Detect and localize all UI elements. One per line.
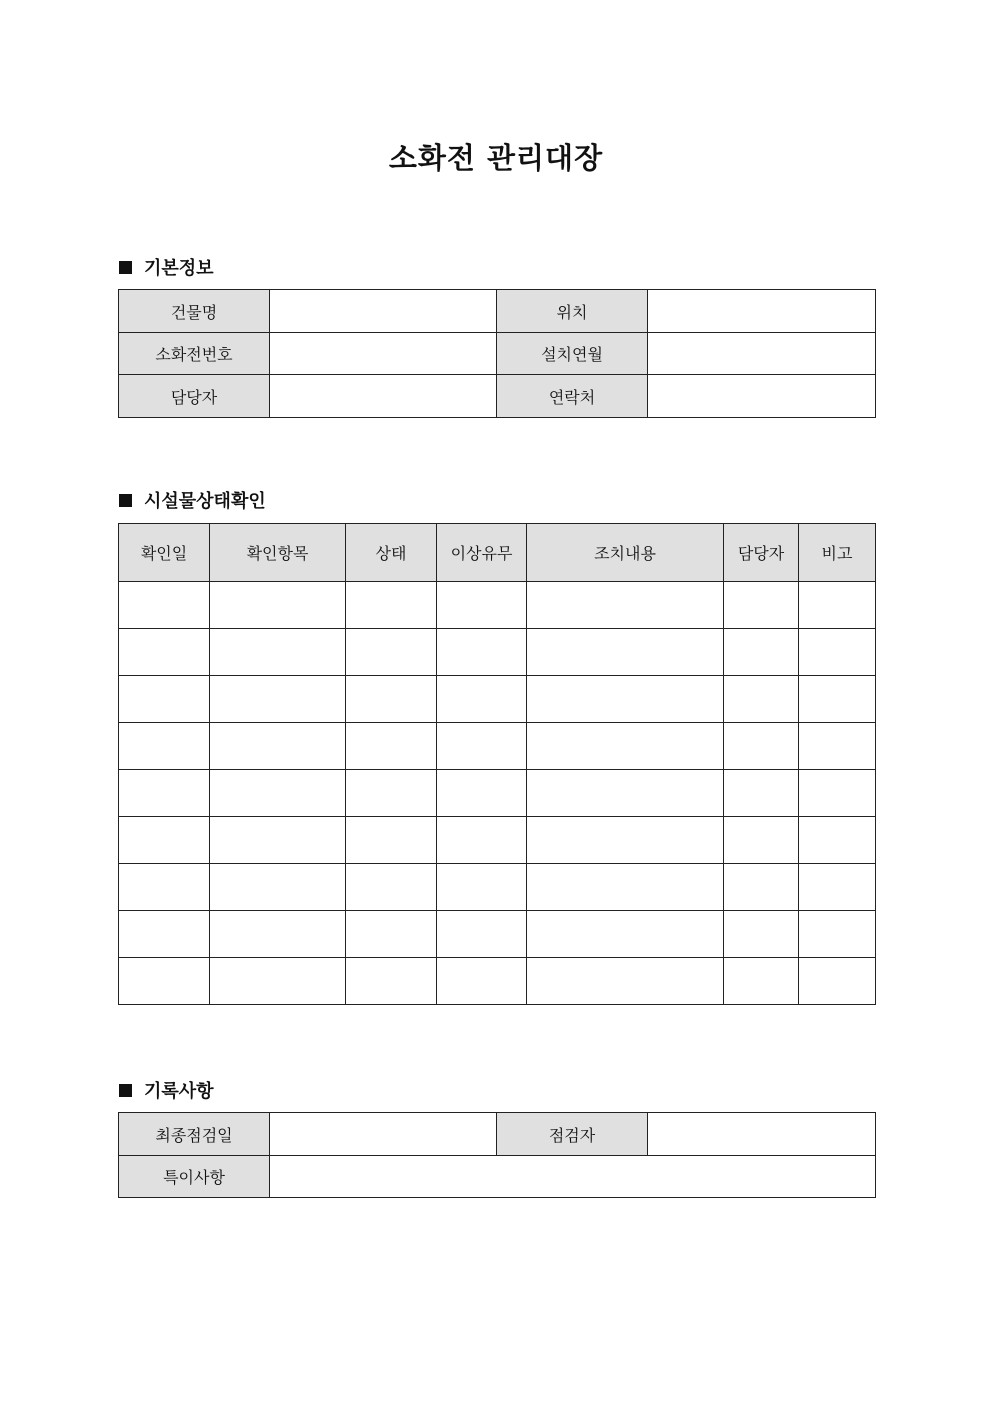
field-label: 점검자: [497, 1113, 648, 1156]
manager-cell[interactable]: [724, 911, 799, 958]
check-item-cell[interactable]: [210, 958, 346, 1005]
action-cell[interactable]: [527, 864, 724, 911]
location-field[interactable]: [648, 290, 876, 333]
note-cell[interactable]: [799, 911, 876, 958]
square-bullet-icon: [119, 1084, 132, 1097]
records-table: [118, 1112, 876, 1198]
field-label: 최종점검일: [119, 1113, 270, 1156]
status-cell[interactable]: [346, 817, 437, 864]
status-cell[interactable]: [346, 582, 437, 629]
section-heading-label: 기록사항: [144, 1081, 214, 1102]
square-bullet-icon: [119, 261, 132, 274]
remarks-field[interactable]: [270, 1156, 876, 1198]
table-row: [119, 375, 876, 418]
column-header: 이상유무: [437, 524, 527, 582]
last-inspection-date-field[interactable]: [270, 1113, 497, 1156]
action-cell[interactable]: [527, 958, 724, 1005]
abnormality-cell[interactable]: [437, 629, 527, 676]
section-heading-basic-info: [119, 254, 214, 280]
note-cell[interactable]: [799, 582, 876, 629]
abnormality-cell[interactable]: [437, 817, 527, 864]
check-date-cell[interactable]: [119, 582, 210, 629]
action-cell[interactable]: [527, 817, 724, 864]
field-label: 특이사항: [119, 1156, 270, 1198]
check-rows: [119, 582, 876, 1005]
manager-cell[interactable]: [724, 723, 799, 770]
section-heading-facility-check: [119, 487, 266, 513]
field-label: 설치연월: [497, 333, 648, 375]
abnormality-cell[interactable]: [437, 723, 527, 770]
manager-cell[interactable]: [724, 676, 799, 723]
table-row: [119, 290, 876, 333]
table-row: [119, 911, 876, 958]
manager-cell[interactable]: [724, 629, 799, 676]
basic-info-table: [118, 289, 876, 418]
status-cell[interactable]: [346, 723, 437, 770]
table-row: [119, 958, 876, 1005]
abnormality-cell[interactable]: [437, 864, 527, 911]
check-item-cell[interactable]: [210, 629, 346, 676]
check-date-cell[interactable]: [119, 629, 210, 676]
abnormality-cell[interactable]: [437, 770, 527, 817]
column-header: 담당자: [724, 524, 799, 582]
status-cell[interactable]: [346, 629, 437, 676]
check-date-cell[interactable]: [119, 723, 210, 770]
action-cell[interactable]: [527, 723, 724, 770]
section-heading-label: 시설물상태확인: [144, 491, 266, 512]
abnormality-cell[interactable]: [437, 582, 527, 629]
check-item-cell[interactable]: [210, 582, 346, 629]
check-item-cell[interactable]: [210, 723, 346, 770]
check-item-cell[interactable]: [210, 770, 346, 817]
check-item-cell[interactable]: [210, 864, 346, 911]
square-bullet-icon: [119, 494, 132, 507]
note-cell[interactable]: [799, 817, 876, 864]
check-date-cell[interactable]: [119, 676, 210, 723]
inspector-field[interactable]: [648, 1113, 876, 1156]
abnormality-cell[interactable]: [437, 676, 527, 723]
hydrant-number-field[interactable]: [270, 333, 497, 375]
check-date-cell[interactable]: [119, 864, 210, 911]
field-label: 담당자: [119, 375, 270, 418]
table-row: [119, 864, 876, 911]
table-row: [119, 817, 876, 864]
abnormality-cell[interactable]: [437, 958, 527, 1005]
note-cell[interactable]: [799, 723, 876, 770]
table-row: [119, 1113, 876, 1156]
manager-cell[interactable]: [724, 817, 799, 864]
status-cell[interactable]: [346, 864, 437, 911]
field-label: 연락처: [497, 375, 648, 418]
page-title: 소화전 관리대장: [388, 141, 604, 175]
action-cell[interactable]: [527, 629, 724, 676]
install-date-field[interactable]: [648, 333, 876, 375]
check-item-cell[interactable]: [210, 911, 346, 958]
table-row: [119, 770, 876, 817]
manager-field[interactable]: [270, 375, 497, 418]
contact-field[interactable]: [648, 375, 876, 418]
status-cell[interactable]: [346, 770, 437, 817]
status-cell[interactable]: [346, 911, 437, 958]
manager-cell[interactable]: [724, 582, 799, 629]
status-cell[interactable]: [346, 676, 437, 723]
table-row: [119, 1156, 876, 1198]
note-cell[interactable]: [799, 629, 876, 676]
column-header: 상태: [346, 524, 437, 582]
table-row: [119, 333, 876, 375]
column-header: 확인일: [119, 524, 210, 582]
table-row: [119, 582, 876, 629]
field-label: 건물명: [119, 290, 270, 333]
check-date-cell[interactable]: [119, 817, 210, 864]
table-row: [119, 723, 876, 770]
column-header: 조치내용: [527, 524, 724, 582]
note-cell[interactable]: [799, 676, 876, 723]
section-heading-label: 기본정보: [144, 258, 214, 279]
check-date-cell[interactable]: [119, 770, 210, 817]
action-cell[interactable]: [527, 911, 724, 958]
column-header: 확인항목: [210, 524, 346, 582]
field-label: 위치: [497, 290, 648, 333]
table-header-row: [119, 524, 876, 582]
manager-cell[interactable]: [724, 770, 799, 817]
note-cell[interactable]: [799, 958, 876, 1005]
action-cell[interactable]: [527, 582, 724, 629]
field-label: 소화전번호: [119, 333, 270, 375]
note-cell[interactable]: [799, 864, 876, 911]
action-cell[interactable]: [527, 676, 724, 723]
check-item-cell[interactable]: [210, 817, 346, 864]
check-date-cell[interactable]: [119, 958, 210, 1005]
column-header: 비고: [799, 524, 876, 582]
facility-check-table: [118, 523, 876, 1005]
status-cell[interactable]: [346, 958, 437, 1005]
note-cell[interactable]: [799, 770, 876, 817]
table-row: [119, 629, 876, 676]
manager-cell[interactable]: [724, 864, 799, 911]
section-heading-records: [119, 1077, 214, 1103]
action-cell[interactable]: [527, 770, 724, 817]
manager-cell[interactable]: [724, 958, 799, 1005]
check-date-cell[interactable]: [119, 911, 210, 958]
check-item-cell[interactable]: [210, 676, 346, 723]
building-name-field[interactable]: [270, 290, 497, 333]
table-row: [119, 676, 876, 723]
abnormality-cell[interactable]: [437, 911, 527, 958]
